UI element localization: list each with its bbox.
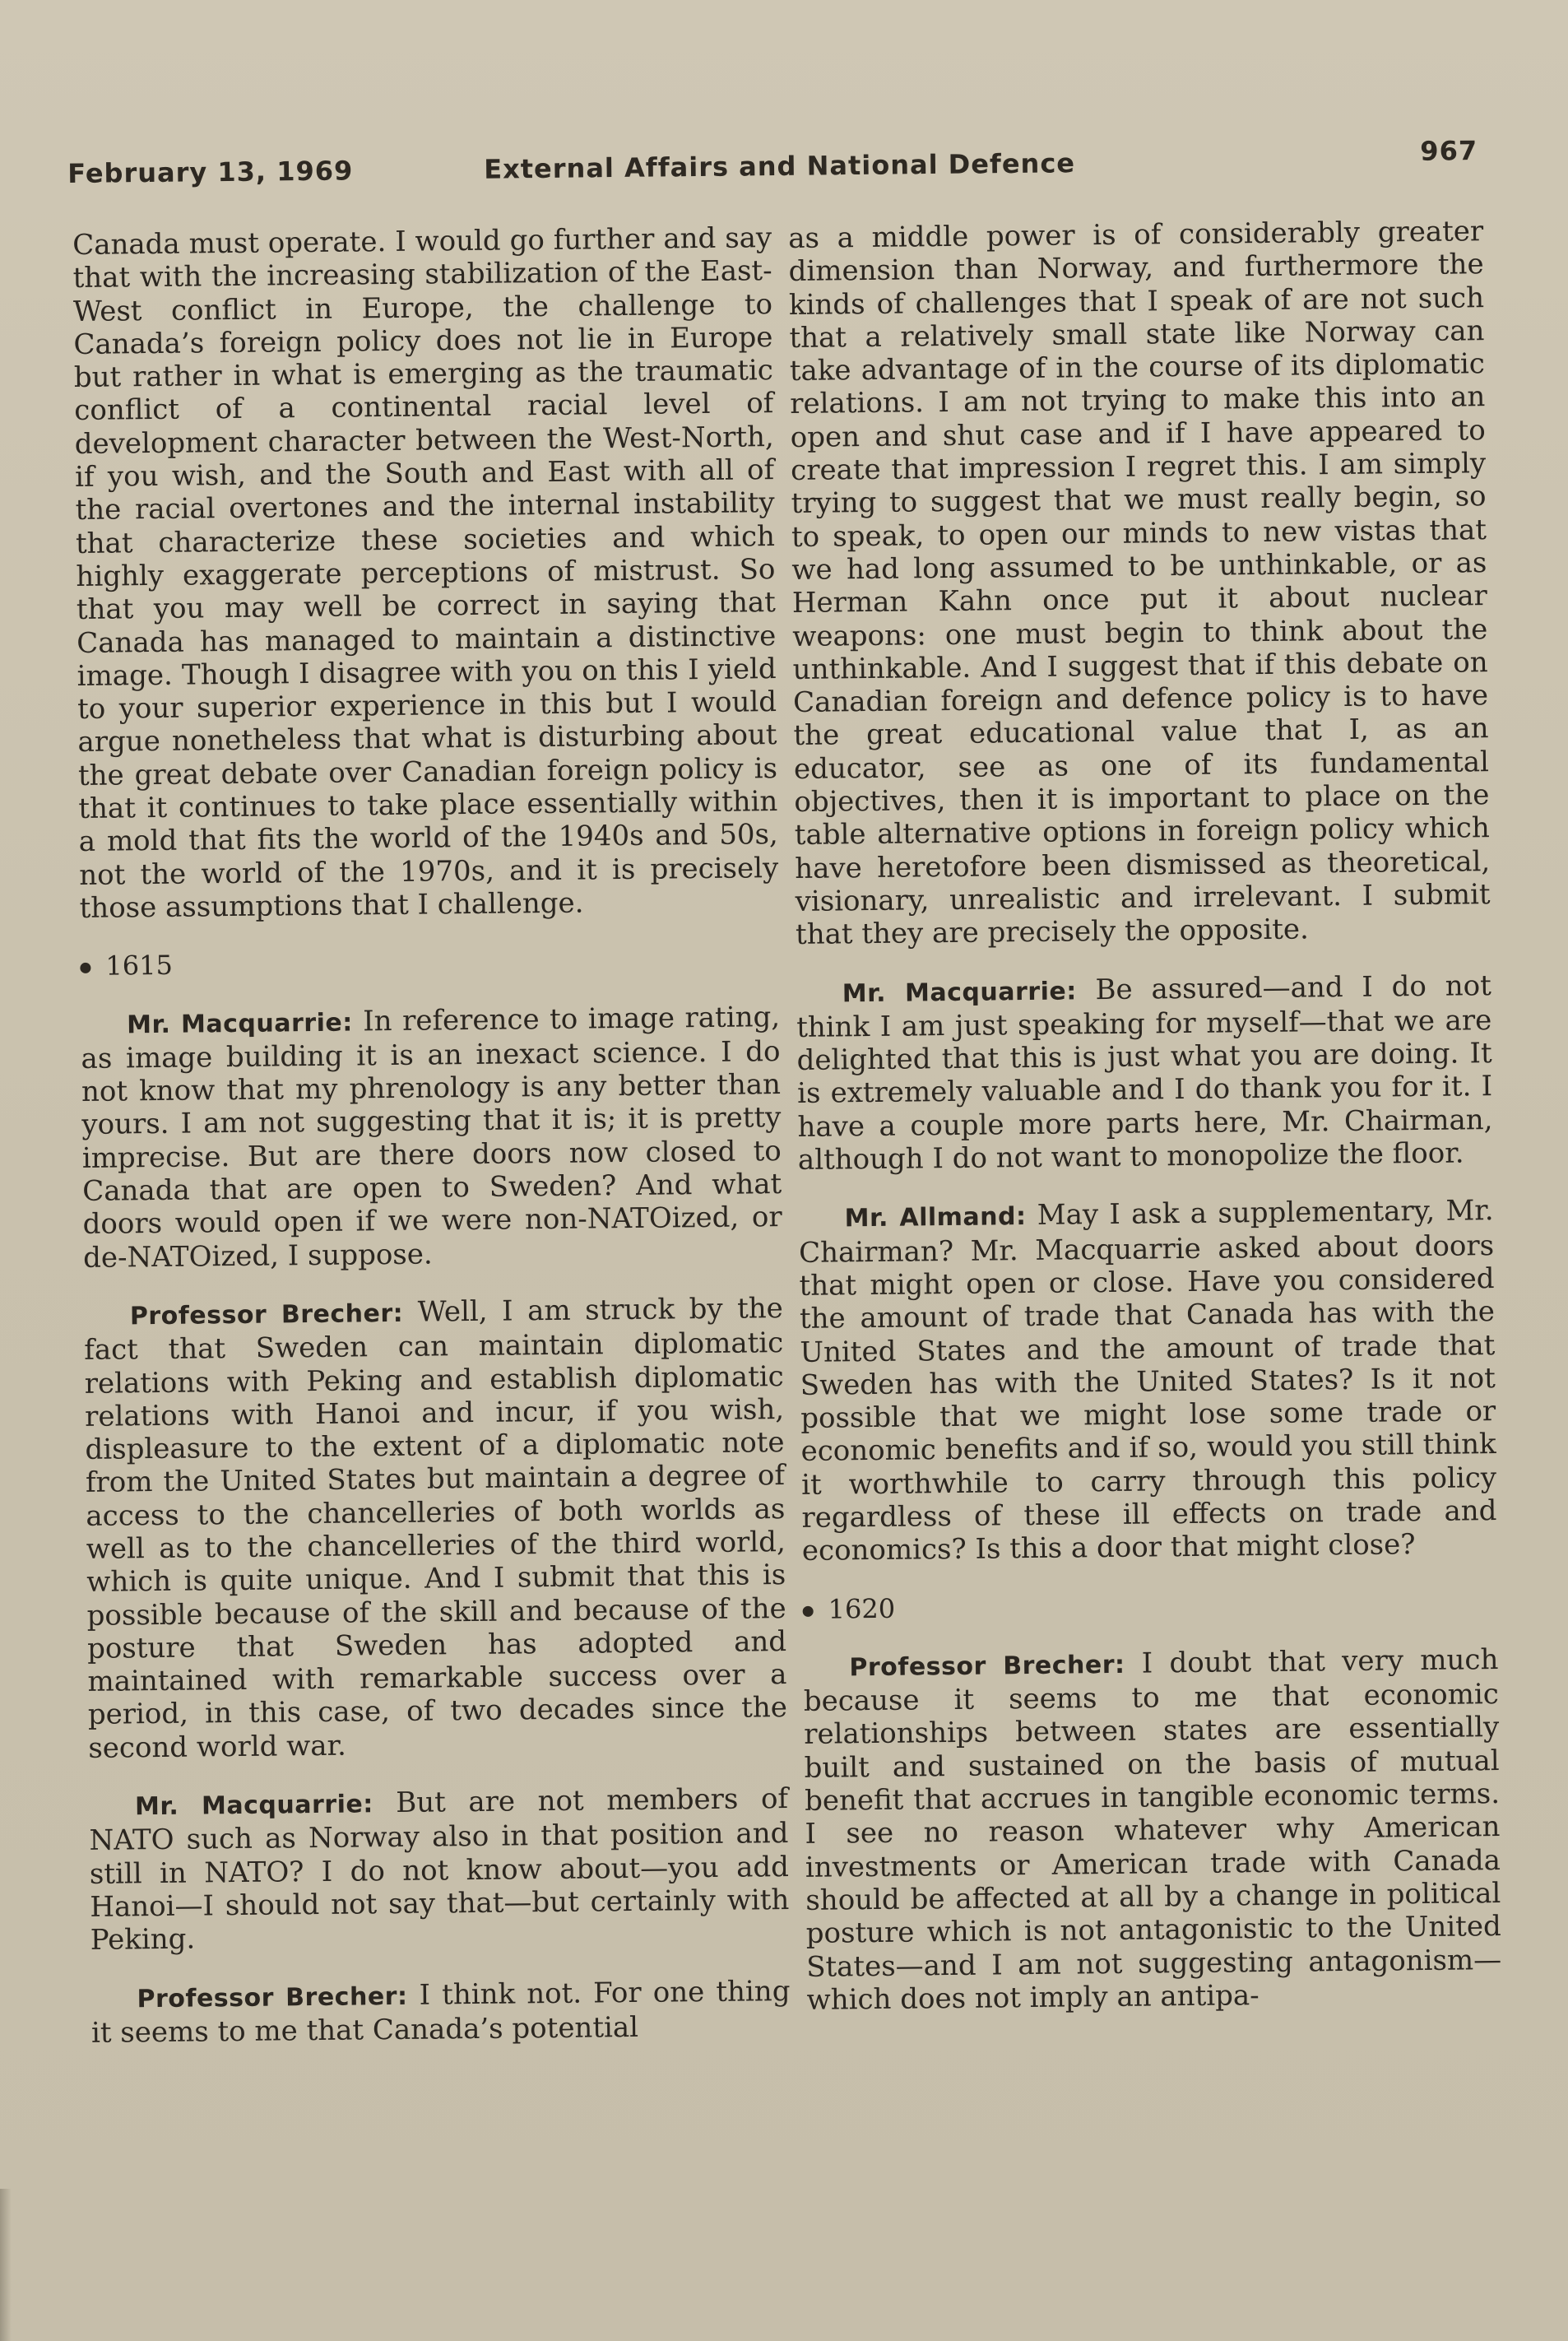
speaker-name: Mr. Macquarrie:: [134, 1790, 373, 1822]
paragraph: [90, 1975, 791, 2050]
paragraph: [84, 1292, 788, 1765]
header-date: February 13, 1969: [67, 155, 354, 189]
speaker-name: Professor Brecher:: [849, 1650, 1125, 1683]
time-marker-label: 1620: [828, 1592, 896, 1625]
bullet-icon: [80, 963, 90, 973]
paragraph: Canada must operate. I would go further and say that with the increasing stabilization of the East-West conflict in Europe, the challenge to Canada’s foreign policy does not lie in Europe but rather in what is emerging as the traumatic conflict of a continental racial level of development character between the West-North, if you wish, and the South and East with all of the racial overtones and the internal instability that characterize these societies and which highly exaggerate perceptions of mistrust. So that you may well be correct in saying that Canada has managed to maintain a distinctive image. Though I disagree with you on this I yield to your superior experience in this but I would argue nonetheless that what is disturbing about the great debate over Canadian foreign policy is that it continues to take place essentially within a mold that fits the world of the 1940s and 50s, not the world of the 1970s, and it is precisely those assumptions that I challenge.: [72, 221, 779, 925]
paragraph: [798, 1194, 1497, 1568]
paragraph: as a middle power is of considerably greater dimension than Norway, and furthermore the kinds of challenges that I speak of are not such that a relatively small state like Norway can take advantage of in the course of its diplomatic relations. I am not trying to make this into an open and shut case and if I have appeared to create that impression I regret this. I am simply trying to suggest that we must really begin, so to speak, to open our minds to new vistas that we had long assumed to be unthinkable, or as Herman Kahn once put it about nuclear weapons: one must begin to think about the unthinkable. And I suggest that if this debate on Canadian foreign and defence policy is to have the great educational value that I, as an educator, see as one of its fundamental objectives, then it is important to place on the table alternative options in foreign policy which have heretofore been dismissed as theoretical, visionary, unrealistic and irrelevant. I submit that they are precisely the opposite.: [788, 215, 1491, 952]
speaker-name: Mr. Macquarrie:: [126, 1008, 353, 1039]
bullet-icon: [803, 1605, 814, 1616]
time-marker-label: 1615: [105, 950, 174, 982]
time-marker: [802, 1586, 1497, 1626]
paragraph: [89, 1782, 790, 1957]
speech-text: But are not members of NATO such as Norway also in that position and still in NATO? I do not know about—you add Hanoi—I should not say that—but certainly with Peking.: [89, 1782, 790, 1958]
page-edge-shadow: [0, 2189, 12, 2341]
speech-text: I doubt that very much because it seems to me that economic relationships between states are essentially built and sustained on the basis of mutual benefit that accrues in tangible economic terms. I see no reason whatever why American investments or American trade with Canada should be affected at all by a change in political posture which is not antagonistic to the United States—and I am not suggesting antagonism—which does not imply an antipa-: [803, 1642, 1502, 2017]
paragraph: [796, 969, 1494, 1177]
paragraph: [81, 1001, 782, 1275]
right-column: [788, 215, 1502, 2017]
speech-text: I think not. For one thing it seems to me that Canada’s potential: [90, 1974, 791, 2050]
page-header: [67, 135, 1478, 199]
speaker-name: Professor Brecher:: [129, 1298, 404, 1331]
speech-text: Be assured—and I do not think I am just speaking for myself—that we are delighted that this is just what you are doing. It is extremely valuable and I do thank you for it. I have a couple more parts here, Mr. Chairman, although I do not want to monopolize the floor.: [796, 968, 1493, 1177]
speaker-name: Professor Brecher:: [137, 1981, 408, 2014]
header-title: External Affairs and National Defence: [484, 147, 1076, 185]
speaker-name: Mr. Macquarrie:: [842, 976, 1077, 1008]
paragraph: [803, 1643, 1502, 2017]
speaker-name: Mr. Allmand:: [844, 1202, 1027, 1233]
page-number: 967: [1420, 135, 1478, 167]
time-marker: [80, 942, 779, 982]
speech-text: May I ask a supplementary, Mr. Chairman? Mr. Macquarrie asked about doors that might open or close. Have you considered the amount of trade that Canada has with the United States and the amount of trade that Sweden has with the United States? Is it not possible that we might lose some trade or economic benefits and if so, would you still think it worthwhile to carry through this policy regardless of these ill effects on trade and economics? Is this a door that might close?: [798, 1194, 1497, 1568]
left-column: [72, 221, 791, 2050]
speech-text: Well, I am struck by the fact that Sweden can maintain diplomatic relations with Peking and establish diplomatic relations with Hanoi and incur, if you wish, displeasure to the extent of a diplomatic note from the United States but maintain a degree of access to the chancelleries of both worlds as well as to the chancelleries of the third world, which is quite unique. And I submit that this is possible because of the skill and because of the posture that Sweden has adopted and maintained with remarkable success over a period, in this case, of two decades since the second world war.: [84, 1291, 788, 1765]
speech-text: In reference to image rating, as image building it is an inexact science. I do not know that my phrenology is any better than yours. I am not suggesting that it is; it is pretty imprecise. But are there doors now closed to Canada that are open to Sweden? And what doors would open if we were non-NATOized, or de-NATOized, I suppose.: [81, 1000, 782, 1275]
